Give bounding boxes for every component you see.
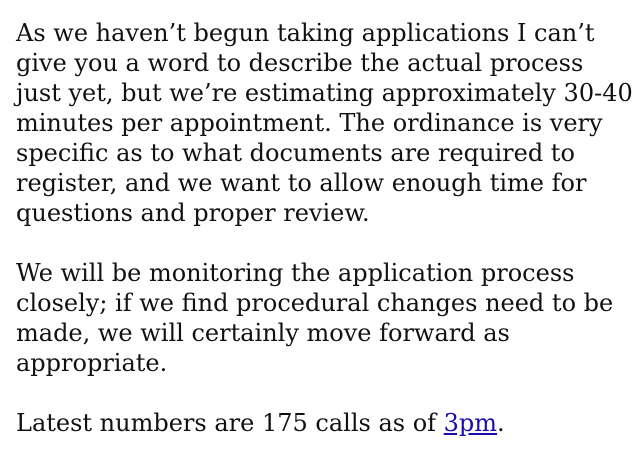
paragraph-latest-numbers (16, 408, 634, 438)
latest-numbers-period: . (497, 409, 505, 437)
time-link[interactable]: 3pm (443, 409, 498, 437)
paragraph-process-estimate: As we haven’t begun taking applications I can’t give you a word to describe the actual process just yet, but we’re estimating approximately 30-40 minutes per appointment. The ordinance is very specific as to what documents are required to register, and we want to allow enough time for questions and proper review. (16, 19, 633, 227)
latest-numbers-text: Latest numbers are 175 calls as of (16, 409, 444, 437)
article-body (16, 18, 634, 438)
paragraph-monitoring: We will be monitoring the application process closely; if we find procedural changes need to be made, we will certainly move forward as appropriate. (16, 259, 614, 377)
